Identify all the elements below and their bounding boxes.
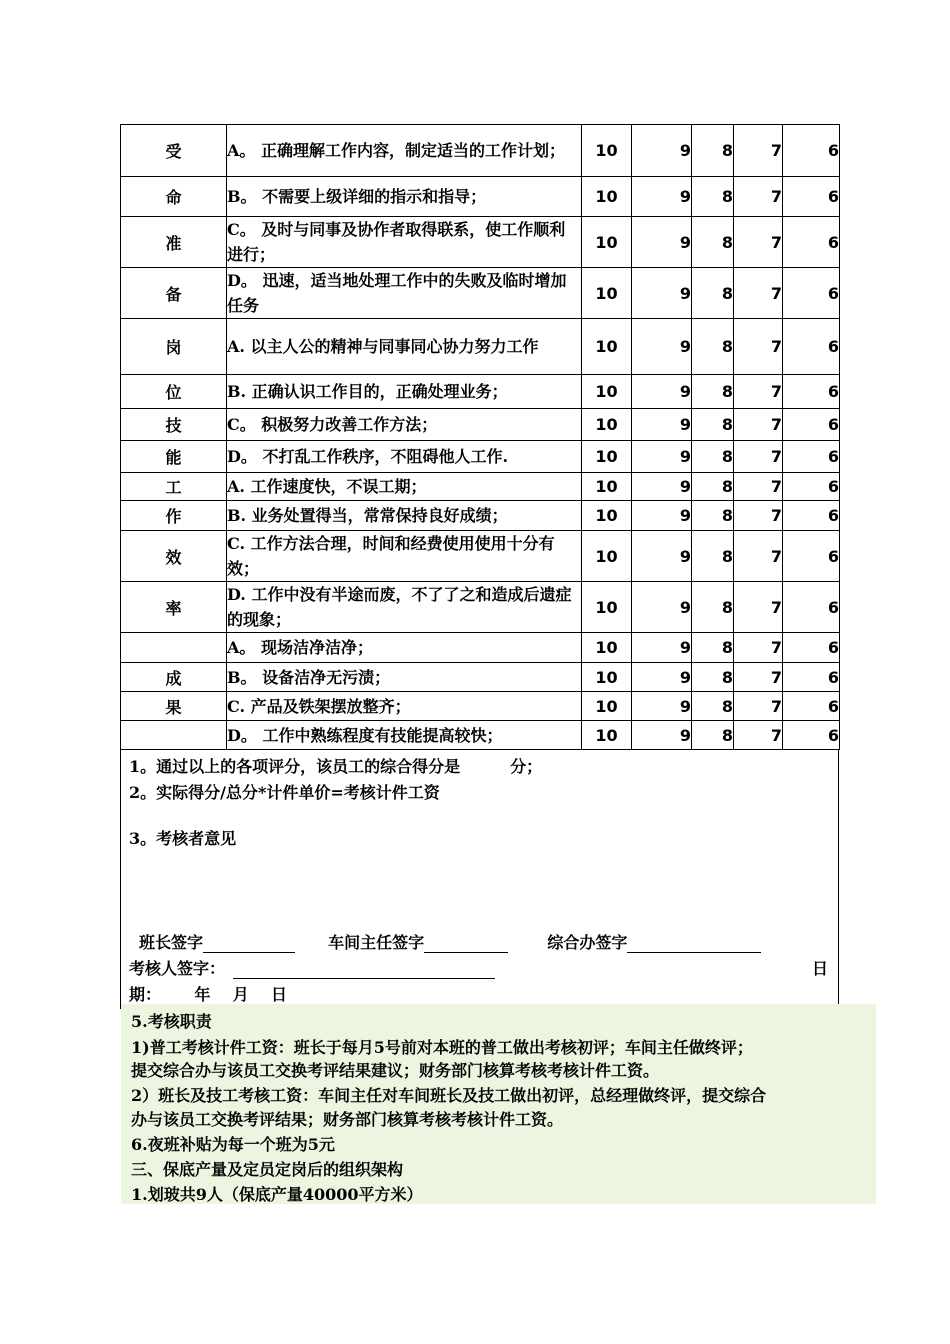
criterion-text: B。 设备洁净无污渍； [227, 663, 582, 692]
score-option-9[interactable]: 9 [632, 319, 692, 375]
score-option-8[interactable]: 8 [692, 692, 734, 721]
score-option-10[interactable]: 10 [582, 473, 632, 501]
score-option-10[interactable]: 10 [582, 125, 632, 177]
score-option-10[interactable]: 10 [582, 217, 632, 268]
total-score-line [129, 754, 542, 777]
leader-sign-label: 班长签字 [139, 933, 204, 952]
score-option-7[interactable]: 7 [734, 375, 783, 409]
score-option-7[interactable]: 7 [734, 663, 783, 692]
score-option-10[interactable]: 10 [582, 501, 632, 531]
score-option-9[interactable]: 9 [632, 177, 692, 217]
score-option-10[interactable]: 10 [582, 375, 632, 409]
criterion-text: D. 工作中没有半途而废，不了了之和造成后遗症的现象； [227, 582, 582, 633]
score-option-9[interactable]: 9 [632, 501, 692, 531]
criterion-text: A。 正确理解工作内容，制定适当的工作计划； [227, 125, 582, 177]
score-option-8[interactable]: 8 [692, 375, 734, 409]
score-option-6[interactable]: 6 [783, 663, 840, 692]
table-row [121, 319, 840, 375]
total-score-label: 1。通过以上的各项评分，该员工的综合得分是 [129, 757, 461, 776]
score-option-10[interactable]: 10 [582, 441, 632, 473]
summary-box [120, 750, 839, 1009]
table-row [121, 268, 840, 319]
score-option-6[interactable]: 6 [783, 177, 840, 217]
table-row [121, 177, 840, 217]
criterion-text: C。 积极努力改善工作方法； [227, 409, 582, 441]
score-option-9[interactable]: 9 [632, 409, 692, 441]
category-char: 准 [121, 217, 227, 268]
duty-paragraph-1b: 提交综合办与该员工交换考评结果建议；财务部门核算考核考核计件工资。 [131, 1061, 660, 1080]
criterion-text: B. 正确认识工作目的，正确处理业务； [227, 375, 582, 409]
leader-sign-field[interactable] [203, 935, 295, 953]
category-char: 备 [121, 268, 227, 319]
score-option-8[interactable]: 8 [692, 125, 734, 177]
score-option-8[interactable]: 8 [692, 177, 734, 217]
category-char: 命 [121, 177, 227, 217]
criterion-text: D。 迅速，适当地处理工作中的失败及临时增加任务 [227, 268, 582, 319]
score-option-6[interactable]: 6 [783, 633, 840, 663]
score-option-8[interactable]: 8 [692, 531, 734, 582]
criterion-text: B. 业务处置得当，常常保持良好成绩； [227, 501, 582, 531]
score-option-8[interactable]: 8 [692, 217, 734, 268]
score-option-7[interactable]: 7 [734, 177, 783, 217]
score-option-9[interactable]: 9 [632, 268, 692, 319]
assessor-sign-row [129, 956, 495, 979]
score-table [120, 124, 840, 750]
score-option-8[interactable]: 8 [692, 268, 734, 319]
table-row [121, 663, 840, 692]
score-option-7[interactable]: 7 [734, 721, 783, 750]
table-row [121, 692, 840, 721]
table-row [121, 375, 840, 409]
table-row [121, 125, 840, 177]
criterion-text: C. 工作方法合理，时间和经费使用使用十分有效； [227, 531, 582, 582]
score-option-6[interactable]: 6 [783, 473, 840, 501]
category-char: 技 [121, 409, 227, 441]
table-row [121, 409, 840, 441]
category-char [121, 721, 227, 750]
score-option-7[interactable]: 7 [734, 217, 783, 268]
score-option-6[interactable]: 6 [783, 501, 840, 531]
score-option-6[interactable]: 6 [783, 409, 840, 441]
score-option-10[interactable]: 10 [582, 692, 632, 721]
criterion-text: A. 以主人公的精神与同事同心协力努力工作 [227, 319, 582, 375]
score-option-9[interactable]: 9 [632, 692, 692, 721]
score-option-10[interactable]: 10 [582, 582, 632, 633]
category-char: 受 [121, 125, 227, 177]
score-option-10[interactable]: 10 [582, 409, 632, 441]
signature-row [139, 930, 761, 953]
score-option-6[interactable]: 6 [783, 582, 840, 633]
table-row [121, 217, 840, 268]
criterion-text: C。 及时与同事及协作者取得联系，使工作顺利进行； [227, 217, 582, 268]
category-char: 果 [121, 692, 227, 721]
score-option-6[interactable]: 6 [783, 441, 840, 473]
score-option-7[interactable]: 7 [734, 692, 783, 721]
director-sign-field[interactable] [424, 935, 508, 953]
table-row [121, 721, 840, 750]
criterion-text: D。 不打乱工作秩序，不阻碍他人工作. [227, 441, 582, 473]
assessor-sign-label: 考核人签字： [129, 959, 226, 978]
score-option-9[interactable]: 9 [632, 441, 692, 473]
score-option-8[interactable]: 8 [692, 582, 734, 633]
night-shift-subsidy: 6.夜班补贴为每一个班为5元 [131, 1135, 335, 1154]
table-row [121, 531, 840, 582]
category-char: 作 [121, 501, 227, 531]
table-row [121, 473, 840, 501]
score-option-8[interactable]: 8 [692, 409, 734, 441]
total-score-unit: 分； [510, 757, 543, 776]
score-option-8[interactable]: 8 [692, 319, 734, 375]
score-option-7[interactable]: 7 [734, 501, 783, 531]
duty-title: 5.考核职责 [131, 1012, 212, 1031]
score-option-9[interactable]: 9 [632, 473, 692, 501]
category-char [121, 633, 227, 663]
score-option-6[interactable]: 6 [783, 217, 840, 268]
score-option-10[interactable]: 10 [582, 177, 632, 217]
score-option-8[interactable]: 8 [692, 473, 734, 501]
score-option-6[interactable]: 6 [783, 531, 840, 582]
assessor-sign-field[interactable] [233, 961, 495, 979]
score-option-9[interactable]: 9 [632, 531, 692, 582]
criterion-text: B。 不需要上级详细的指示和指导； [227, 177, 582, 217]
criterion-text: C. 产品及铁架摆放整齐； [227, 692, 582, 721]
score-option-9[interactable]: 9 [632, 125, 692, 177]
criterion-text: A. 工作速度快，不误工期； [227, 473, 582, 501]
assessment-duty-section [121, 1004, 876, 1204]
score-option-6[interactable]: 6 [783, 721, 840, 750]
category-char: 工 [121, 473, 227, 501]
score-option-10[interactable]: 10 [582, 268, 632, 319]
score-option-10[interactable]: 10 [582, 663, 632, 692]
score-option-8[interactable]: 8 [692, 501, 734, 531]
score-option-10[interactable]: 10 [582, 319, 632, 375]
table-row [121, 441, 840, 473]
table-row [121, 582, 840, 633]
org-structure-heading: 三、保底产量及定员定岗后的组织架构 [131, 1160, 404, 1179]
date-day-char: 日 [811, 959, 828, 978]
score-option-7[interactable]: 7 [734, 441, 783, 473]
score-option-7[interactable]: 7 [734, 531, 783, 582]
score-option-7[interactable]: 7 [734, 582, 783, 633]
score-option-7[interactable]: 7 [734, 268, 783, 319]
criterion-text: D。 工作中熟练程度有技能提高较快； [227, 721, 582, 750]
category-char: 岗 [121, 319, 227, 375]
duty-paragraph-2a: 2）班长及技工考核工资：车间主任对车间班长及技工做出初评，总经理做终评，提交综合 [131, 1086, 767, 1105]
score-option-9[interactable]: 9 [632, 375, 692, 409]
score-option-9[interactable]: 9 [632, 217, 692, 268]
glass-cutting-staffing: 1.划玻共9人（保底产量40000平方米） [131, 1185, 423, 1204]
duty-paragraph-2b: 办与该员工交换考评结果；财务部门核算考核考核计件工资。 [131, 1110, 564, 1129]
score-option-10[interactable]: 10 [582, 721, 632, 750]
score-option-6[interactable]: 6 [783, 692, 840, 721]
score-option-9[interactable]: 9 [632, 582, 692, 633]
score-option-7[interactable]: 7 [734, 473, 783, 501]
score-option-6[interactable]: 6 [783, 125, 840, 177]
office-sign-field[interactable] [627, 935, 761, 953]
criterion-text: A。 现场洁净洁净； [227, 633, 582, 663]
score-option-8[interactable]: 8 [692, 721, 734, 750]
score-option-7[interactable]: 7 [734, 319, 783, 375]
score-option-6[interactable]: 6 [783, 268, 840, 319]
duty-paragraph-1a: 1)普工考核计件工资：班长于每月5号前对本班的普工做出考核初评；车间主任做终评； [131, 1038, 753, 1057]
score-option-9[interactable]: 9 [632, 721, 692, 750]
category-char: 成 [121, 663, 227, 692]
score-option-8[interactable]: 8 [692, 441, 734, 473]
date-line: 期： 年 月 日 [129, 985, 287, 1004]
score-option-7[interactable]: 7 [734, 409, 783, 441]
category-char: 率 [121, 582, 227, 633]
score-option-9[interactable]: 9 [632, 663, 692, 692]
category-char: 能 [121, 441, 227, 473]
office-sign-label: 综合办签字 [547, 933, 628, 952]
table-row [121, 633, 840, 663]
table-row [121, 501, 840, 531]
score-option-9[interactable]: 9 [632, 633, 692, 663]
score-option-8[interactable]: 8 [692, 663, 734, 692]
assessor-opinion-label: 3。考核者意见 [129, 829, 237, 848]
score-option-7[interactable]: 7 [734, 633, 783, 663]
category-char: 效 [121, 531, 227, 582]
formula-line: 2。实际得分/总分*计件单价=考核计件工资 [129, 783, 440, 802]
director-sign-label: 车间主任签字 [328, 933, 425, 952]
score-option-10[interactable]: 10 [582, 633, 632, 663]
score-option-8[interactable]: 8 [692, 633, 734, 663]
appraisal-sheet [120, 124, 839, 1009]
category-char: 位 [121, 375, 227, 409]
score-option-6[interactable]: 6 [783, 375, 840, 409]
score-option-6[interactable]: 6 [783, 319, 840, 375]
score-option-10[interactable]: 10 [582, 531, 632, 582]
score-option-7[interactable]: 7 [734, 125, 783, 177]
